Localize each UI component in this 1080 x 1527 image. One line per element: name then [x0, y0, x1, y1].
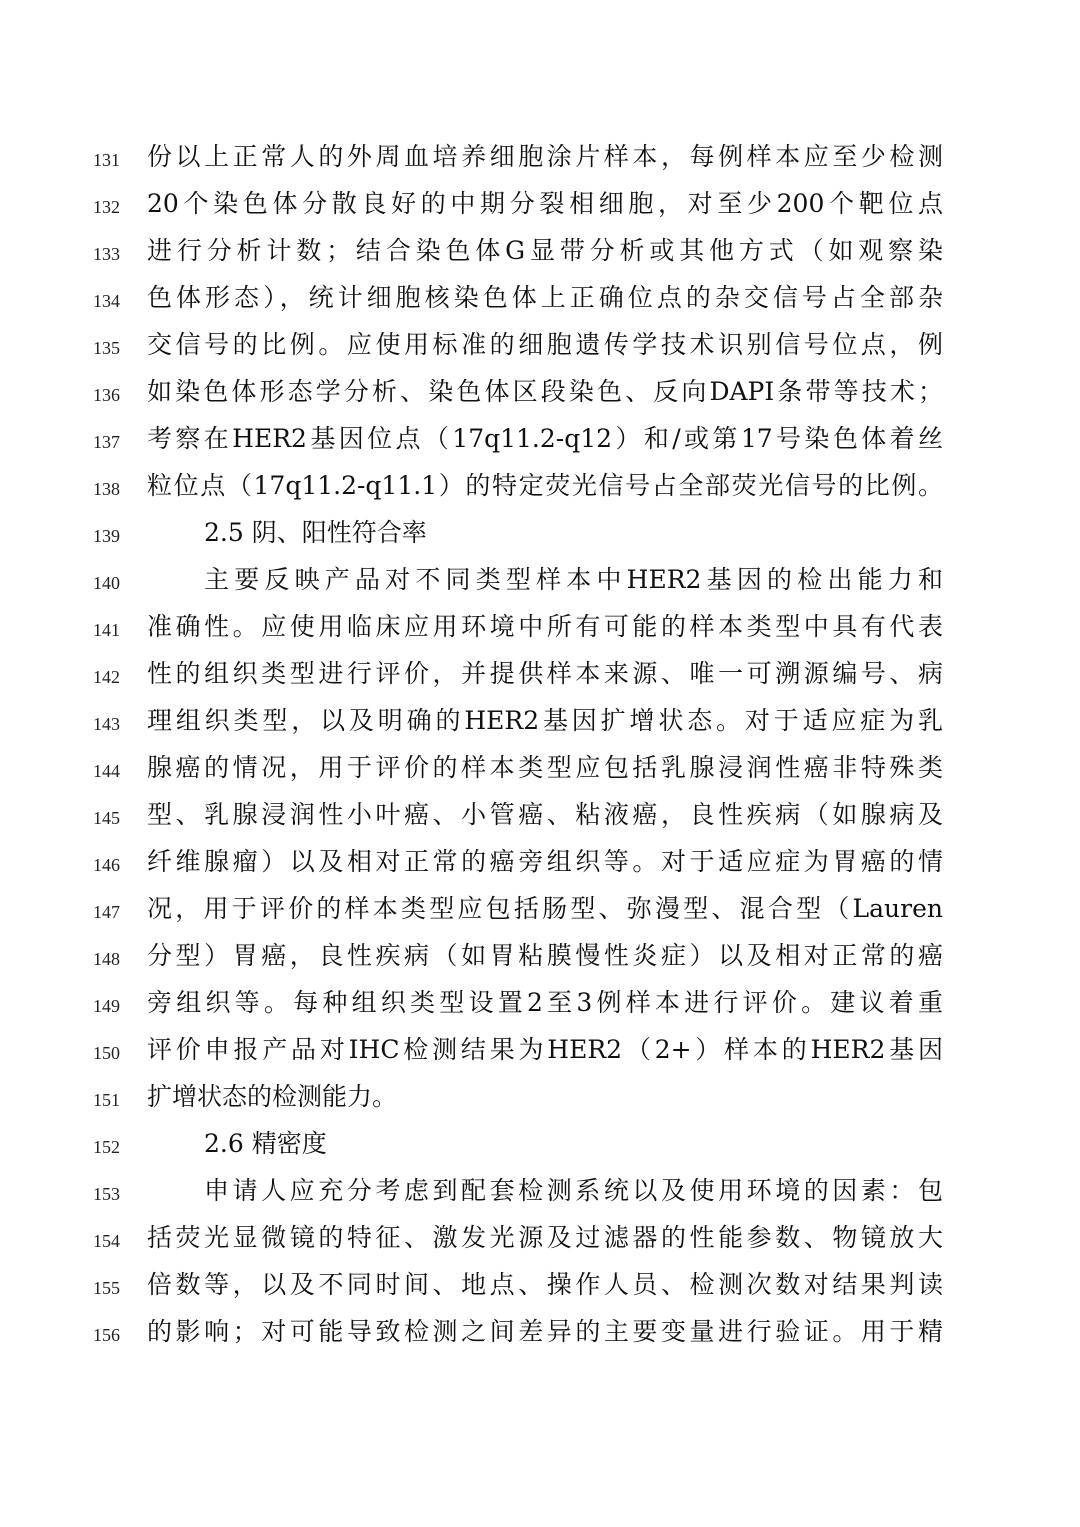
line-number: 135: [93, 338, 120, 358]
line-number: 139: [93, 526, 120, 546]
text-line: [0, 795, 1080, 842]
line-text: 分型）胃癌，良性疾病（如胃粘膜慢性炎症）以及相对正常的癌: [147, 941, 943, 970]
line-text: 份以上正常人的外周血培养细胞涂片样本，每例样本应至少检测: [147, 142, 943, 171]
line-number: 131: [93, 150, 120, 170]
line-text: 旁组织等。每种组织类型设置2至3例样本进行评价。建议着重: [147, 988, 943, 1017]
text-line: [0, 419, 1080, 466]
text-line: [0, 983, 1080, 1030]
line-number: 154: [93, 1231, 120, 1251]
line-text: 申请人应充分考虑到配套检测系统以及使用环境的因素：包: [204, 1176, 943, 1205]
text-line: [0, 654, 1080, 701]
line-number: 132: [93, 197, 120, 217]
line-text: 扩增状态的检测能力。: [147, 1082, 398, 1111]
line-text: 纤维腺瘤）以及相对正常的癌旁组织等。对于适应症为胃癌的情: [147, 847, 943, 876]
line-number: 156: [93, 1325, 120, 1345]
line-text: 准确性。应使用临床应用环境中所有可能的样本类型中具有代表: [147, 612, 943, 641]
line-text: 考察在HER2基因位点（17q11.2-q12）和/或第17号染色体着丝: [147, 424, 943, 453]
text-line: [0, 1077, 1080, 1124]
line-number: 136: [93, 385, 120, 405]
line-text: 性的组织类型进行评价，并提供样本来源、唯一可溯源编号、病: [147, 659, 943, 688]
line-text: 腺癌的情况，用于评价的样本类型应包括乳腺浸润性癌非特殊类: [147, 753, 943, 782]
line-number: 147: [93, 902, 120, 922]
text-line: [0, 1265, 1080, 1312]
line-text: 倍数等，以及不同时间、地点、操作人员、检测次数对结果判读: [147, 1270, 943, 1299]
line-text: 理组织类型，以及明确的HER2基因扩增状态。对于适应症为乳: [147, 706, 943, 735]
line-number: 140: [93, 573, 120, 593]
text-line: [0, 607, 1080, 654]
line-number: 146: [93, 855, 120, 875]
line-number: 145: [93, 808, 120, 828]
line-number: 150: [93, 1043, 120, 1063]
line-text: 色体形态），统计细胞核染色体上正确位点的杂交信号占全部杂: [147, 283, 943, 312]
section-heading: [0, 1124, 1080, 1171]
line-text: 进行分析计数；结合染色体G显带分析或其他方式（如观察染: [147, 236, 943, 265]
text-line: [0, 842, 1080, 889]
text-line: [0, 466, 1080, 513]
line-text: 括荧光显微镜的特征、激发光源及过滤器的性能参数、物镜放大: [147, 1223, 943, 1252]
line-text: 交信号的比例。应使用标准的细胞遗传学技术识别信号位点，例: [147, 330, 943, 359]
line-number: 144: [93, 761, 120, 781]
text-line: [0, 748, 1080, 795]
text-line: [0, 1218, 1080, 1265]
line-number: 153: [93, 1184, 120, 1204]
text-line: [0, 560, 1080, 607]
text-line: [0, 372, 1080, 419]
line-text: 评价申报产品对IHC检测结果为HER2（2+）样本的HER2基因: [147, 1035, 943, 1064]
line-text: 况，用于评价的样本类型应包括肠型、弥漫型、混合型（Lauren: [147, 894, 943, 923]
line-text: 主要反映产品对不同类型样本中HER2基因的检出能力和: [204, 565, 943, 594]
line-text: 20个染色体分散良好的中期分裂相细胞，对至少200个靶位点: [147, 189, 943, 218]
line-number: 134: [93, 291, 120, 311]
section-heading-text: 2.6 精密度: [204, 1129, 327, 1158]
line-number: 152: [93, 1137, 120, 1157]
line-number: 142: [93, 667, 120, 687]
text-line: [0, 278, 1080, 325]
text-line: [0, 701, 1080, 748]
line-text: 的影响；对可能导致检测之间差异的主要变量进行验证。用于精: [147, 1317, 943, 1346]
text-line: [0, 231, 1080, 278]
line-text: 如染色体形态学分析、染色体区段染色、反向DAPI条带等技术；: [147, 377, 943, 406]
line-number: 138: [93, 479, 120, 499]
text-line: [0, 1312, 1080, 1359]
text-line: [0, 184, 1080, 231]
text-line: [0, 137, 1080, 184]
line-number: 155: [93, 1278, 120, 1298]
section-heading: [0, 513, 1080, 560]
line-number: 141: [93, 620, 120, 640]
text-line: [0, 936, 1080, 983]
line-text: 粒位点（17q11.2-q11.1）的特定荧光信号占全部荧光信号的比例。: [147, 471, 943, 500]
text-line: [0, 325, 1080, 372]
line-text: 型、乳腺浸润性小叶癌、小管癌、粘液癌，良性疾病（如腺病及: [147, 800, 943, 829]
text-line: [0, 889, 1080, 936]
line-number: 151: [93, 1090, 120, 1110]
line-number: 148: [93, 949, 120, 969]
line-number: 143: [93, 714, 120, 734]
line-number: 149: [93, 996, 120, 1016]
text-line: [0, 1171, 1080, 1218]
section-heading-text: 2.5 阴、阳性符合率: [204, 518, 427, 547]
text-line: [0, 1030, 1080, 1077]
line-number: 137: [93, 432, 120, 452]
line-number: 133: [93, 244, 120, 264]
